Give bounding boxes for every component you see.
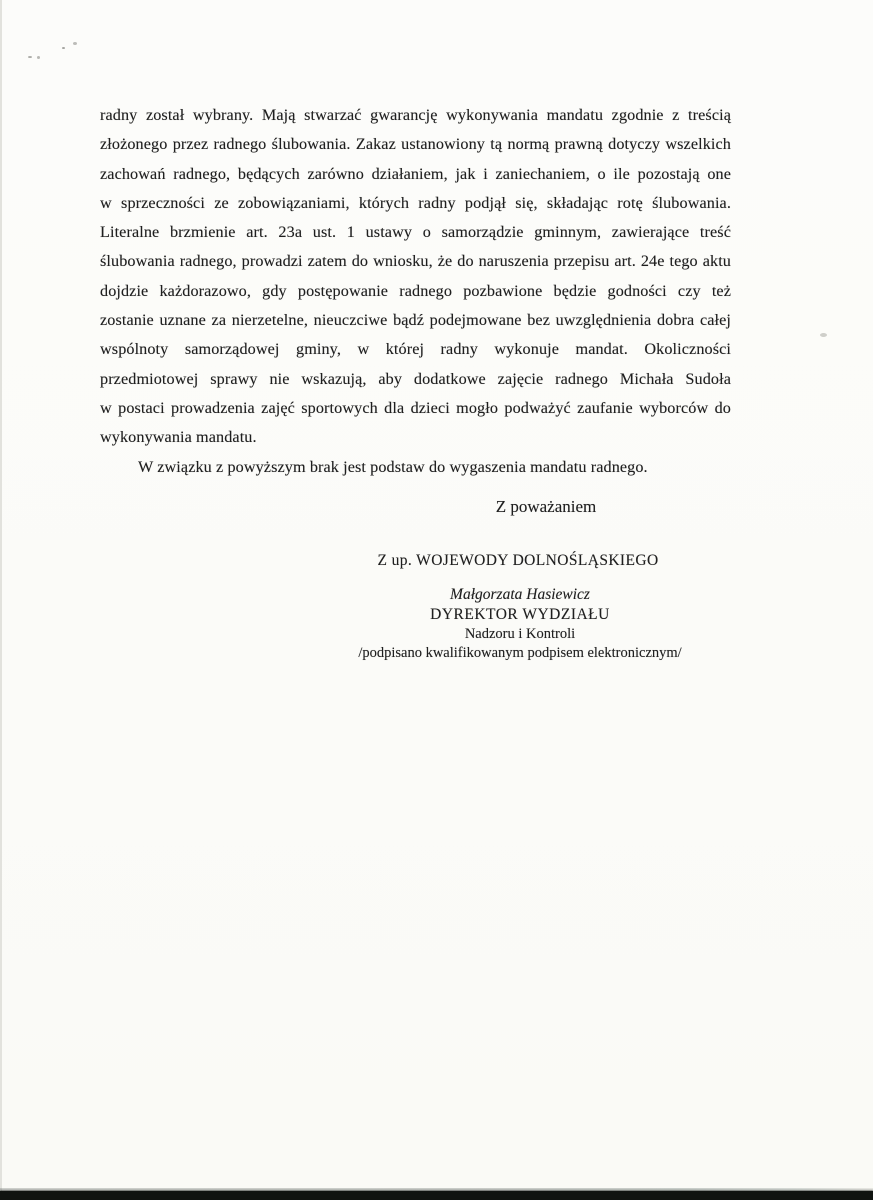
signer-name: Małgorzata Hasiewicz <box>450 586 590 603</box>
body-paragraph <box>100 101 731 482</box>
signature-authority-line: Z up. WOJEWODY DOLNOŚLĄSKIEGO <box>377 552 659 569</box>
body-line: w sprzeczności ze zobowiązaniami, których radny podjął się, składając rotę ślubowania. <box>100 193 731 212</box>
body-line: zostanie uznane za nierzetelne, nieuczciwe bądź podejmowane bez uwzględnienia dobra całej <box>100 311 731 330</box>
body-line: radny został wybrany. Mają stwarzać gwarancję wykonywania mandatu zgodnie z treścią <box>100 106 731 124</box>
signature-block <box>358 585 681 662</box>
body-line: przedmiotowej sprawy nie wskazują, aby dodatkowe zajęcie radnego Michała Sudoła <box>100 369 731 388</box>
scan-speckle <box>28 56 32 58</box>
body-line: wspólnoty samorządowej gminy, w której radny wykonuje mandat. Okoliczności <box>100 340 731 359</box>
scan-speckle <box>820 333 827 337</box>
body-closing-sentence: W związku z powyższym brak jest podstaw do wygaszenia mandatu radnego. <box>138 457 648 476</box>
body-line: dojdzie każdorazowo, gdy postępowanie radnego pozbawione będzie godności czy też <box>100 281 731 300</box>
signer-title: DYREKTOR WYDZIAŁU <box>430 606 610 623</box>
body-line: Literalne brzmienie art. 23a ust. 1 ustawy o samorządzie gminnym, zawierające treść <box>100 223 731 242</box>
body-line: ślubowania radnego, prowadzi zatem do wniosku, że do naruszenia przepisu art. 24e tego aktu <box>100 252 731 271</box>
scan-speckle <box>37 56 40 59</box>
scan-bottom-bar <box>0 1191 873 1200</box>
body-line: złożonego przez radnego ślubowania. Zakaz ustanowiony tą normą prawną dotyczy wszelkich <box>100 135 731 154</box>
scan-speckle <box>73 42 77 45</box>
scan-speckle <box>62 47 65 49</box>
closing-salutation: Z poważaniem <box>495 497 597 516</box>
scan-left-edge <box>0 0 2 1200</box>
body-line: zachowań radnego, będących zarówno działaniem, jak i zaniechaniem, o ile pozostają one <box>100 164 731 183</box>
signer-department: Nadzoru i Kontroli <box>464 626 576 642</box>
body-line: wykonywania mandatu. <box>100 428 257 447</box>
body-line: w postaci prowadzenia zajęć sportowych dla dzieci mogło podważyć zaufanie wyborców do <box>100 398 731 417</box>
electronic-signature-note: /podpisano kwalifikowanym podpisem elektronicznym/ <box>358 645 682 661</box>
